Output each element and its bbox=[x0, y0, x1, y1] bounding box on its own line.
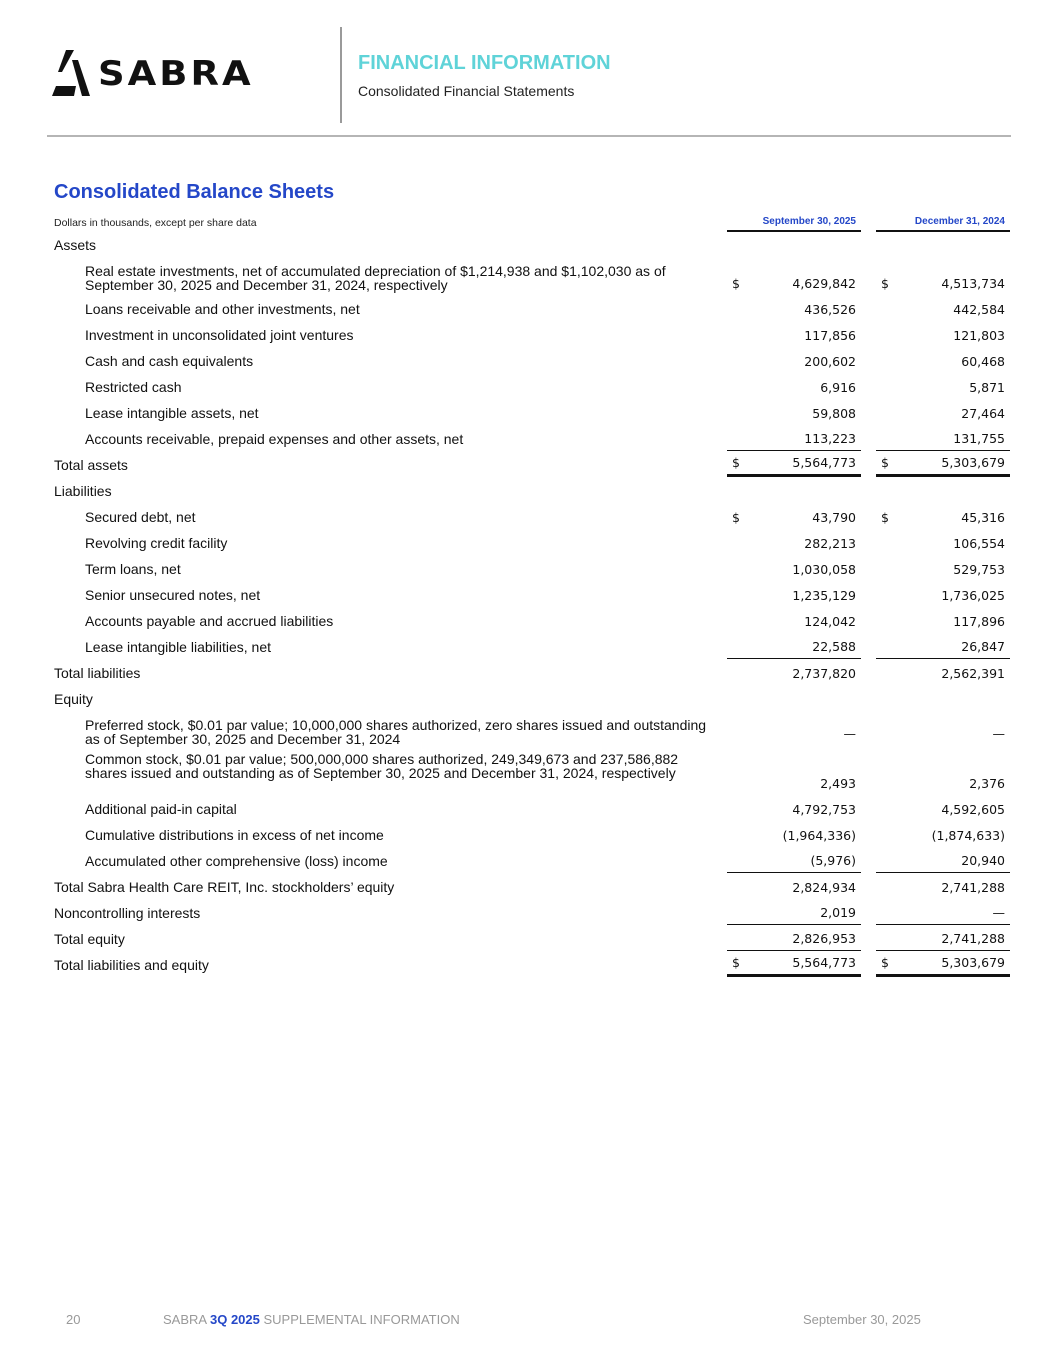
amount: 2,826,953 bbox=[792, 931, 856, 946]
row-label: Senior unsecured notes, net bbox=[85, 587, 261, 603]
value-sep-2025 bbox=[727, 799, 861, 821]
statement-title: Consolidated Balance Sheets bbox=[54, 181, 335, 203]
amount: 5,303,679 bbox=[941, 955, 1005, 970]
value-sep-2025 bbox=[727, 877, 861, 899]
table-row bbox=[0, 823, 1055, 849]
amount: 282,213 bbox=[804, 536, 856, 551]
value-dec-2024 bbox=[876, 377, 1010, 399]
amount: 131,755 bbox=[953, 431, 1005, 446]
row-label: Lease intangible assets, net bbox=[85, 405, 259, 421]
table-row bbox=[0, 505, 1055, 531]
value-sep-2025 bbox=[727, 611, 861, 633]
value-dec-2024 bbox=[876, 902, 1010, 925]
table-row bbox=[0, 927, 1055, 953]
footer-brand bbox=[163, 1312, 460, 1327]
row-label: Equity bbox=[54, 691, 93, 707]
currency-symbol: $ bbox=[732, 510, 740, 525]
value-dec-2024 bbox=[876, 799, 1010, 821]
amount: 2,741,288 bbox=[941, 880, 1005, 895]
amount: 442,584 bbox=[953, 302, 1005, 317]
value-sep-2025 bbox=[727, 663, 861, 685]
amount: 124,042 bbox=[804, 614, 856, 629]
amount: 45,316 bbox=[961, 510, 1005, 525]
value-dec-2024 bbox=[876, 952, 1010, 977]
amount: 6,916 bbox=[820, 380, 856, 395]
value-sep-2025 bbox=[727, 636, 861, 659]
amount: 436,526 bbox=[804, 302, 856, 317]
table-row bbox=[0, 531, 1055, 557]
table-row bbox=[0, 453, 1055, 479]
currency-symbol: $ bbox=[881, 276, 889, 291]
currency-symbol: $ bbox=[881, 955, 889, 970]
value-sep-2025 bbox=[727, 325, 861, 347]
value-dec-2024 bbox=[876, 850, 1010, 873]
row-label: Accounts receivable, prepaid expenses and other assets, net bbox=[85, 431, 464, 447]
row-label: Term loans, net bbox=[85, 561, 181, 577]
footer-brand-highlight: 3Q 2025 bbox=[209, 1312, 260, 1327]
amount: 117,856 bbox=[804, 328, 856, 343]
amount: 26,847 bbox=[961, 639, 1005, 654]
amount: 4,513,734 bbox=[941, 276, 1005, 291]
row-label: Preferred stock, $0.01 par value; 10,000,000 shares authorized, zero shares issued and outstanding as of September 30, 2025 and December 31, 2024 bbox=[85, 717, 707, 747]
currency-symbol: $ bbox=[732, 955, 740, 970]
table-row bbox=[0, 713, 1055, 747]
amount: (1,874,633) bbox=[931, 828, 1005, 843]
value-dec-2024 bbox=[876, 452, 1010, 477]
table-row bbox=[0, 349, 1055, 375]
value-dec-2024 bbox=[876, 351, 1010, 373]
value-dec-2024 bbox=[876, 533, 1010, 555]
value-sep-2025 bbox=[727, 377, 861, 399]
value-dec-2024 bbox=[876, 585, 1010, 607]
value-dec-2024 bbox=[876, 507, 1010, 529]
footer-brand-prefix: SABRA bbox=[163, 1312, 207, 1327]
value-sep-2025 bbox=[727, 928, 861, 951]
amount: (5,976) bbox=[810, 853, 856, 868]
row-label: Loans receivable and other investments, net bbox=[85, 301, 360, 317]
value-sep-2025 bbox=[727, 825, 861, 847]
table-row bbox=[0, 661, 1055, 687]
amount: — bbox=[992, 905, 1005, 920]
value-sep-2025 bbox=[727, 533, 861, 555]
row-label: Lease intangible liabilities, net bbox=[85, 639, 272, 655]
row-label: Revolving credit facility bbox=[85, 535, 228, 551]
value-sep-2025 bbox=[727, 559, 861, 581]
sabra-mark-icon bbox=[52, 50, 92, 96]
amount: — bbox=[992, 726, 1005, 741]
amount: 4,592,605 bbox=[941, 802, 1005, 817]
row-label: Real estate investments, net of accumulated depreciation of $1,214,938 and $1,102,030 as of September 30, 2025 and December 31, 2024, respectively bbox=[85, 263, 666, 293]
value-dec-2024 bbox=[876, 325, 1010, 347]
amount: 121,803 bbox=[953, 328, 1005, 343]
value-sep-2025 bbox=[727, 952, 861, 977]
amount: 1,030,058 bbox=[792, 562, 856, 577]
table-row bbox=[0, 583, 1055, 609]
value-dec-2024 bbox=[876, 611, 1010, 633]
value-sep-2025 bbox=[727, 273, 861, 295]
table-row bbox=[0, 609, 1055, 635]
amount: 1,235,129 bbox=[792, 588, 856, 603]
amount: 2,493 bbox=[820, 776, 856, 791]
amount: 2,824,934 bbox=[792, 880, 856, 895]
value-sep-2025 bbox=[727, 850, 861, 873]
value-dec-2024 bbox=[876, 403, 1010, 425]
amount: 43,790 bbox=[812, 510, 856, 525]
section-title: FINANCIAL INFORMATION bbox=[358, 52, 611, 74]
value-dec-2024 bbox=[876, 663, 1010, 685]
table-row bbox=[0, 427, 1055, 453]
amount: 1,736,025 bbox=[941, 588, 1005, 603]
value-dec-2024 bbox=[876, 299, 1010, 321]
table-row bbox=[0, 797, 1055, 823]
currency-symbol: $ bbox=[881, 455, 889, 470]
table-row bbox=[0, 747, 1055, 797]
row-label: Total Sabra Health Care REIT, Inc. stockholders’ equity bbox=[54, 879, 395, 895]
row-label: Total liabilities and equity bbox=[54, 957, 209, 973]
value-dec-2024 bbox=[876, 773, 1010, 795]
amount: 2,376 bbox=[969, 776, 1005, 791]
value-sep-2025 bbox=[727, 351, 861, 373]
value-dec-2024 bbox=[876, 428, 1010, 451]
value-dec-2024 bbox=[876, 559, 1010, 581]
table-row bbox=[0, 401, 1055, 427]
value-dec-2024 bbox=[876, 723, 1010, 745]
amount: 529,753 bbox=[953, 562, 1005, 577]
amount: (1,964,336) bbox=[782, 828, 856, 843]
units-note: Dollars in thousands, except per share data bbox=[54, 217, 257, 229]
amount: 22,588 bbox=[812, 639, 856, 654]
balance-sheet-table bbox=[0, 233, 1055, 979]
table-row bbox=[0, 953, 1055, 979]
amount: 59,808 bbox=[812, 406, 856, 421]
logo-wordmark: SABRA bbox=[98, 53, 254, 93]
amount: 113,223 bbox=[804, 431, 856, 446]
currency-symbol: $ bbox=[732, 455, 740, 470]
amount: 20,940 bbox=[961, 853, 1005, 868]
value-sep-2025 bbox=[727, 428, 861, 451]
value-sep-2025 bbox=[727, 507, 861, 529]
sabra-logo bbox=[52, 50, 254, 96]
row-label: Cash and cash equivalents bbox=[85, 353, 254, 369]
row-label: Assets bbox=[54, 237, 97, 253]
footer-date: September 30, 2025 bbox=[803, 1312, 921, 1327]
amount: — bbox=[843, 726, 856, 741]
row-label: Restricted cash bbox=[85, 379, 182, 395]
row-label: Accumulated other comprehensive (loss) income bbox=[85, 853, 388, 869]
row-label: Total liabilities bbox=[54, 665, 141, 681]
value-sep-2025 bbox=[727, 585, 861, 607]
table-row bbox=[0, 635, 1055, 661]
currency-symbol: $ bbox=[881, 510, 889, 525]
amount: 2,737,820 bbox=[792, 666, 856, 681]
value-sep-2025 bbox=[727, 452, 861, 477]
value-sep-2025 bbox=[727, 723, 861, 745]
row-label: Accounts payable and accrued liabilities bbox=[85, 613, 334, 629]
row-label: Secured debt, net bbox=[85, 509, 196, 525]
row-label: Liabilities bbox=[54, 483, 112, 499]
value-dec-2024 bbox=[876, 877, 1010, 899]
table-row bbox=[0, 875, 1055, 901]
row-label: Total equity bbox=[54, 931, 125, 947]
currency-symbol: $ bbox=[732, 276, 740, 291]
column-header-dec-2024: December 31, 2024 bbox=[876, 216, 1010, 232]
amount: 200,602 bbox=[804, 354, 856, 369]
table-row bbox=[0, 297, 1055, 323]
table-row bbox=[0, 479, 1055, 505]
value-sep-2025 bbox=[727, 403, 861, 425]
table-row bbox=[0, 687, 1055, 713]
table-row bbox=[0, 259, 1055, 297]
header-divider bbox=[340, 27, 342, 123]
section-subtitle: Consolidated Financial Statements bbox=[358, 83, 575, 99]
value-dec-2024 bbox=[876, 825, 1010, 847]
row-label: Noncontrolling interests bbox=[54, 905, 201, 921]
header-rule bbox=[47, 135, 1011, 137]
amount: 117,896 bbox=[953, 614, 1005, 629]
amount: 106,554 bbox=[953, 536, 1005, 551]
table-row bbox=[0, 233, 1055, 259]
value-dec-2024 bbox=[876, 636, 1010, 659]
amount: 5,303,679 bbox=[941, 455, 1005, 470]
value-sep-2025 bbox=[727, 773, 861, 795]
table-row bbox=[0, 901, 1055, 927]
amount: 60,468 bbox=[961, 354, 1005, 369]
amount: 5,564,773 bbox=[792, 955, 856, 970]
table-row bbox=[0, 849, 1055, 875]
row-label: Investment in unconsolidated joint ventures bbox=[85, 327, 354, 343]
row-label: Common stock, $0.01 par value; 500,000,000 shares authorized, 249,349,673 and 237,586,882 shares issued and outstanding as of September 30, 2025 and December 31, 2024, respectively bbox=[85, 751, 679, 781]
column-header-sep-2025: September 30, 2025 bbox=[727, 216, 861, 232]
value-dec-2024 bbox=[876, 928, 1010, 951]
amount: 2,741,288 bbox=[941, 931, 1005, 946]
footer-brand-suffix: SUPPLEMENTAL INFORMATION bbox=[263, 1312, 460, 1327]
value-sep-2025 bbox=[727, 902, 861, 925]
row-label: Cumulative distributions in excess of net income bbox=[85, 827, 384, 843]
table-row bbox=[0, 557, 1055, 583]
page-number: 20 bbox=[66, 1312, 81, 1327]
table-row bbox=[0, 323, 1055, 349]
row-label: Total assets bbox=[54, 457, 128, 473]
amount: 2,562,391 bbox=[941, 666, 1005, 681]
row-label: Additional paid-in capital bbox=[85, 801, 237, 817]
amount: 4,792,753 bbox=[792, 802, 856, 817]
value-sep-2025 bbox=[727, 299, 861, 321]
amount: 5,871 bbox=[969, 380, 1005, 395]
amount: 2,019 bbox=[820, 905, 856, 920]
table-row bbox=[0, 375, 1055, 401]
amount: 27,464 bbox=[961, 406, 1005, 421]
amount: 5,564,773 bbox=[792, 455, 856, 470]
amount: 4,629,842 bbox=[792, 276, 856, 291]
value-dec-2024 bbox=[876, 273, 1010, 295]
